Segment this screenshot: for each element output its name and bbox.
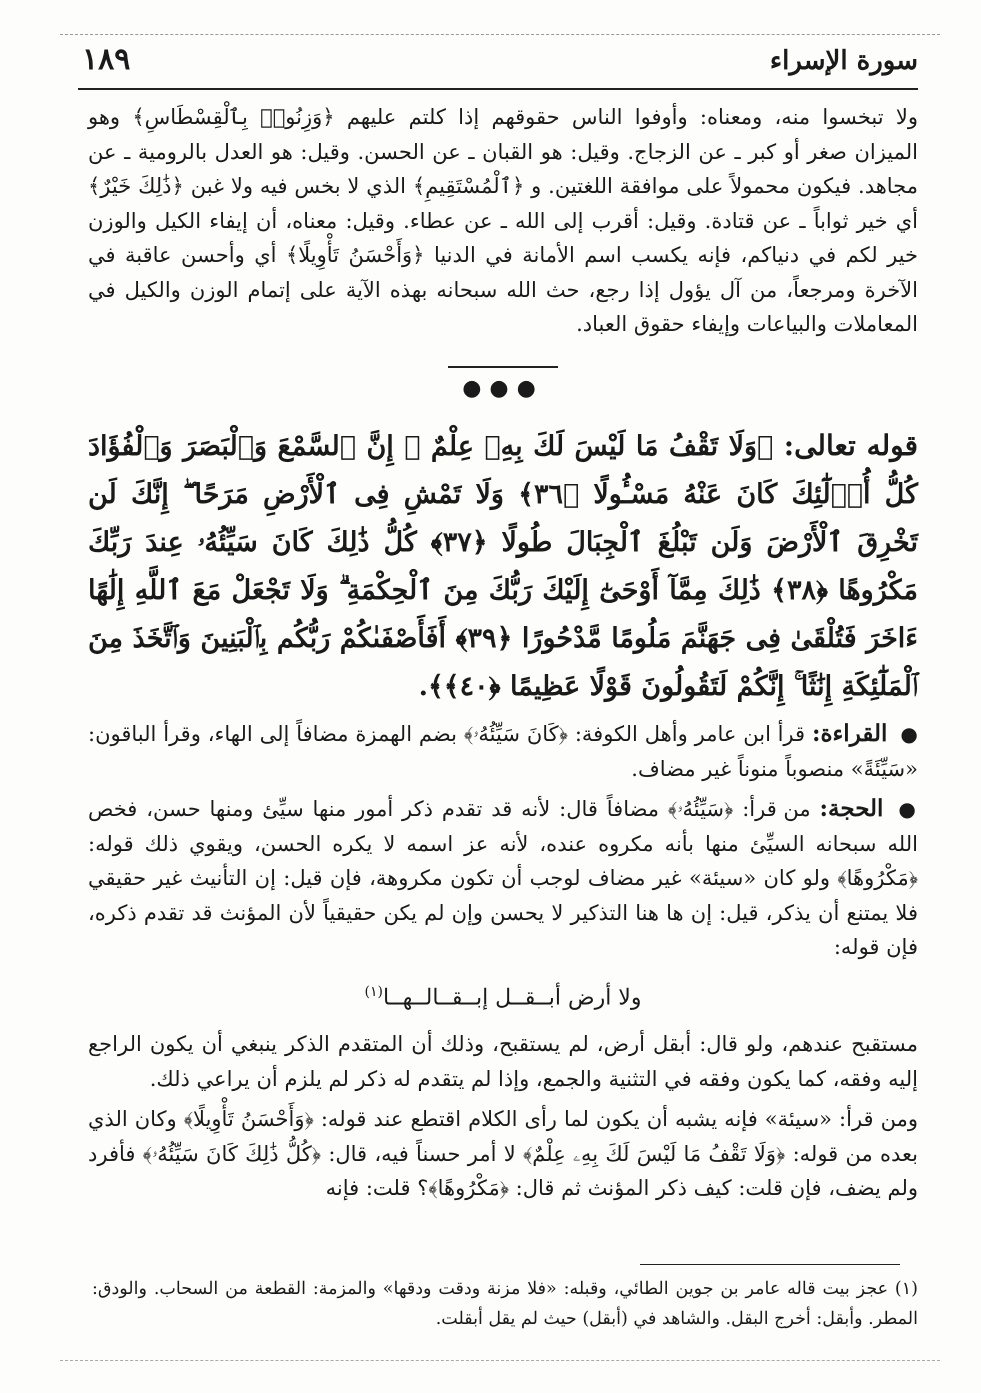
section-separator: ●●●: [448, 366, 558, 407]
footnote-ref: (١): [364, 983, 383, 1000]
verse-lead: قوله تعالى:: [783, 429, 918, 462]
hujjah-text: من قرأ: ﴿سَيِّئُهُۥ﴾ مضافاً قال: لأنه قد تقدم ذكر أمور منها سيِّئ ومنها حسن، فخص الله سبحانه السيِّئ منها بأنه مكروه عنده، لأنه عز اسمه لا يكره الحسن، ويقوي ذلك قوله: ﴿مَكْرُوهًا﴾ ولو كان «سيئة» غير مضاف لوجب أن تكون مكروهة، فإن قيل: إن التأنيث غير حقيقي فلا يمتنع أن يذكر، قيل: إن ها هنا التذكير لا يحسن وإن لم يكن حقيقياً لأن المؤنث قد تقدم ذكره، فإن قوله:: [88, 797, 918, 959]
page-header: [78, 42, 918, 90]
footnote-divider: [640, 1264, 900, 1265]
qiraah-label: القراءة:: [811, 720, 888, 747]
qiraah-section: [88, 717, 918, 786]
commentary-paragraph: ولا تبخسوا منه، ومعناه: وأوفوا الناس حقوقهم إذا كلتم عليهم ﴿وَزِنُوا۟ بِٱلْقِسْطَاسِ﴾ وهو الميزان صغر أو كبر ـ عن الزجاج. وقيل: هو القبان ـ عن الحسن. وقيل: هو العدل بالرومية ـ عن مجاهد. فيكون محمولاً على موافقة اللغتين. و ﴿ٱلْمُسْتَقِيمِ﴾ الذي لا بخس فيه ولا غبن ﴿ذَٰلِكَ خَيْرٌ﴾ أي خير ثواباً ـ عن قتادة. وقيل: أقرب إلى الله ـ عن عطاء. وقيل: معناه، أن إيفاء الكيل والوزن خير لكم في دنياكم، فإنه يكسب اسم الأمانة في الدنيا ﴿وَأَحْسَنُ تَأْوِيلًا﴾ أي وأحسن عاقبة في الآخرة ومرجعاً، من آل يؤول إذا رجع، حث الله سبحانه بهذه الآية على إتمام الوزن والكيل في المعاملات والبياعات وإيفاء حقوق العباد.: [88, 105, 918, 336]
footnote: (١) عجز بيت قاله عامر بن جوين الطائي، وقبله: «فلا مزنة ودقت ودقها» والمزمة: القطعة من السحاب. والودق: المطر. وأبقل: أخرج البقل. والشاهد في (أبقل) حيث لم يقل أبقلت.: [92, 1279, 918, 1329]
bullet-icon: ●: [898, 797, 918, 821]
poem-verse: [88, 975, 918, 1016]
surah-title: سورة الإسراء: [769, 46, 918, 76]
explanation-paragraph: مستقبح عندهم، ولو قال: أبقل أرض، لم يستقبح، وذلك أن المتقدم الذكر ينبغي أن يكون الراجع إليه وفقه، كما يكون وفقه في التثنية والجمع، وإذا لم يتقدم له ذكر لم يلزم أن يراعي ذلك.: [88, 1032, 918, 1091]
explanation-paragraph-2: ومن قرأ: «سيئة» فإنه يشبه أن يكون لما رأى الكلام اقتطع عند قوله: ﴿وَأَحْسَنُ تَأْوِيلًا﴾ وكان الذي بعده من قوله: ﴿وَلَا تَقْفُ مَا لَيْسَ لَكَ بِهِۦ عِلْمٌ﴾ لا أمر حسناً فيه، قال: ﴿كُلُّ ذَٰلِكَ كَانَ سَيِّئُهُۥ﴾ فأفرد ولم يضف، فإن قلت: كيف ذكر المؤنث ثم قال: ﴿مَكْرُوهًا﴾؟ قلت: فإنه: [88, 1107, 918, 1201]
main-text: [88, 100, 918, 1206]
hujjah-label: الحجة:: [819, 795, 884, 822]
verse-text: ﴿وَلَا تَقْفُ مَا لَيْسَ لَكَ بِهِۦ عِلْمٌ ۚ إِنَّ ٱلسَّمْعَ وَٱلْبَصَرَ وَٱلْفُؤَادَ كُلُّ أُو۟لَٰٓئِكَ كَانَ عَنْهُ مَسْـُٔولًا ﴿٣٦﴾ وَلَا تَمْشِ فِى ٱلْأَرْضِ مَرَحًا ۖ إِنَّكَ لَن تَخْرِقَ ٱلْأَرْضَ وَلَن تَبْلُغَ ٱلْجِبَالَ طُولًا ﴿٣٧﴾ كُلُّ ذَٰلِكَ كَانَ سَيِّئُهُۥ عِندَ رَبِّكَ مَكْرُوهًا ﴿٣٨﴾ ذَٰلِكَ مِمَّآ أَوْحَىٰٓ إِلَيْكَ رَبُّكَ مِنَ ٱلْحِكْمَةِ ۗ وَلَا تَجْعَلْ مَعَ ٱللَّهِ إِلَٰهًا ءَاخَرَ فَتُلْقَىٰ فِى جَهَنَّمَ مَلُومًا مَّدْحُورًا ﴿٣٩﴾ أَفَأَصْفَىٰكُمْ رَبُّكُم بِٱلْبَنِينَ وَٱتَّخَذَ مِنَ ٱلْمَلَٰٓئِكَةِ إِنَٰثًا ۚ إِنَّكُمْ لَتَقُولُونَ قَوْلًا عَظِيمًا ﴿٤٠﴾﴾.: [88, 431, 918, 702]
poem-text: ولا أرض أبــقــل إبــقــالــهــا: [383, 984, 642, 1010]
hujjah-section: [88, 792, 918, 965]
bullet-icon: ●: [900, 722, 918, 746]
qiraah-text: قرأ ابن عامر وأهل الكوفة: ﴿كَانَ سَيِّئُهُۥ﴾ بضم الهمزة مضافاً إلى الهاء، وقرأ الباقون: «سَيِّئَةً» منصوباً منوناً غير مضاف.: [88, 722, 918, 781]
top-border: [60, 34, 940, 35]
page-number: ١٨٩: [82, 42, 131, 77]
quran-verse-block: [88, 422, 918, 711]
bottom-border: [60, 1360, 940, 1361]
